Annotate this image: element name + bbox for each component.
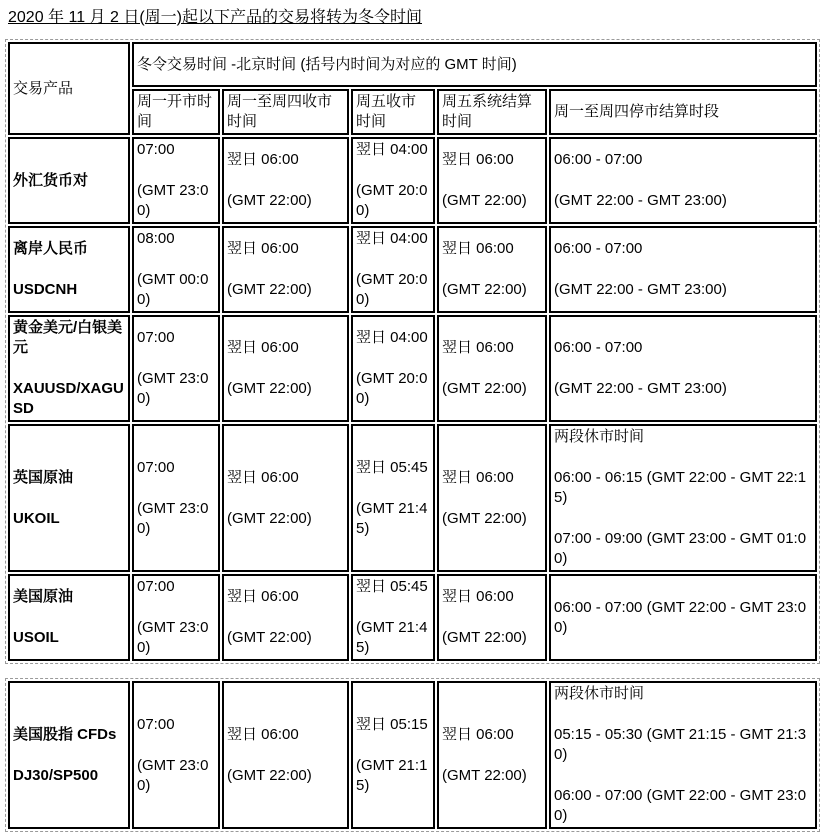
header-friday-settlement: 周五系统结算时间: [437, 89, 547, 135]
product-cell: 离岸人民币 USDCNH: [8, 226, 130, 313]
page-title: 2020 年 11 月 2 日(周一)起以下产品的交易将转为冬令时间: [8, 9, 422, 26]
mon-thu-close-cell: 翌日 06:00 (GMT 22:00): [222, 137, 349, 224]
product-cell: 美国原油 USOIL: [8, 574, 130, 661]
friday-settlement-cell: 翌日 06:00 (GMT 22:00): [437, 574, 547, 661]
break-settlement-cell: 两段休市时间 05:15 - 05:30 (GMT 21:15 - GMT 21:30) 06:00 - 07:00 (GMT 22:00 - GMT 23:00): [549, 681, 817, 829]
break-settlement-cell: 06:00 - 07:00 (GMT 22:00 - GMT 23:00): [549, 137, 817, 224]
mon-thu-close-cell: 翌日 06:00 (GMT 22:00): [222, 574, 349, 661]
break-settlement-cell: 两段休市时间 06:00 - 06:15 (GMT 22:00 - GMT 22:15) 07:00 - 09:00 (GMT 23:00 - GMT 01:00): [549, 424, 817, 572]
header-friday-close: 周五收市时间: [351, 89, 435, 135]
table-row-usoil: [8, 574, 817, 661]
break-settlement-cell: 06:00 - 07:00 (GMT 22:00 - GMT 23:00): [549, 574, 817, 661]
winter-hours-table-main: [5, 39, 820, 664]
friday-settlement-cell: 翌日 06:00 (GMT 22:00): [437, 226, 547, 313]
mon-thu-close-cell: 翌日 06:00 (GMT 22:00): [222, 424, 349, 572]
product-cell: 英国原油 UKOIL: [8, 424, 130, 572]
friday-close-cell: 翌日 05:45 (GMT 21:45): [351, 424, 435, 572]
mon-thu-close-cell: 翌日 06:00 (GMT 22:00): [222, 226, 349, 313]
header-winter-time-group: 冬令交易时间 -北京时间 (括号内时间为对应的 GMT 时间): [132, 42, 817, 87]
break-settlement-cell: 06:00 - 07:00 (GMT 22:00 - GMT 23:00): [549, 226, 817, 313]
friday-settlement-cell: 翌日 06:00 (GMT 22:00): [437, 315, 547, 422]
header-product-label: 交易产品: [8, 42, 130, 135]
friday-settlement-cell: 翌日 06:00 (GMT 22:00): [437, 681, 547, 829]
monday-open-cell: 08:00 (GMT 00:00): [132, 226, 220, 313]
mon-thu-close-cell: 翌日 06:00 (GMT 22:00): [222, 681, 349, 829]
header-mon-thu-break: 周一至周四停市结算时段: [549, 89, 817, 135]
friday-settlement-cell: 翌日 06:00 (GMT 22:00): [437, 424, 547, 572]
winter-hours-table-indices: [5, 678, 820, 832]
table-row-us-indices: [8, 681, 817, 829]
monday-open-cell: 07:00 (GMT 23:00): [132, 681, 220, 829]
friday-close-cell: 翌日 05:45 (GMT 21:45): [351, 574, 435, 661]
product-cell: 美国股指 CFDs DJ30/SP500: [8, 681, 130, 829]
friday-close-cell: 翌日 04:00 (GMT 20:00): [351, 226, 435, 313]
monday-open-cell: 07:00 (GMT 23:00): [132, 315, 220, 422]
break-settlement-cell: 06:00 - 07:00 (GMT 22:00 - GMT 23:00): [549, 315, 817, 422]
friday-close-cell: 翌日 04:00 (GMT 20:00): [351, 315, 435, 422]
friday-settlement-cell: 翌日 06:00 (GMT 22:00): [437, 137, 547, 224]
header-row-group: [8, 42, 817, 87]
header-mon-thu-close: 周一至周四收市时间: [222, 89, 349, 135]
table-row-usdcnh: [8, 226, 817, 313]
product-cell: 黄金美元/白银美元 XAUUSD/XAGUSD: [8, 315, 130, 422]
monday-open-cell: 07:00 (GMT 23:00): [132, 574, 220, 661]
friday-close-cell: 翌日 05:15 (GMT 21:15): [351, 681, 435, 829]
monday-open-cell: 07:00 (GMT 23:00): [132, 424, 220, 572]
table-row-gold-silver: [8, 315, 817, 422]
mon-thu-close-cell: 翌日 06:00 (GMT 22:00): [222, 315, 349, 422]
product-cell: 外汇货币对: [8, 137, 130, 224]
table-row-forex: [8, 137, 817, 224]
header-monday-open: 周一开市时间: [132, 89, 220, 135]
friday-close-cell: 翌日 04:00 (GMT 20:00): [351, 137, 435, 224]
table-row-ukoil: [8, 424, 817, 572]
monday-open-cell: 07:00 (GMT 23:00): [132, 137, 220, 224]
